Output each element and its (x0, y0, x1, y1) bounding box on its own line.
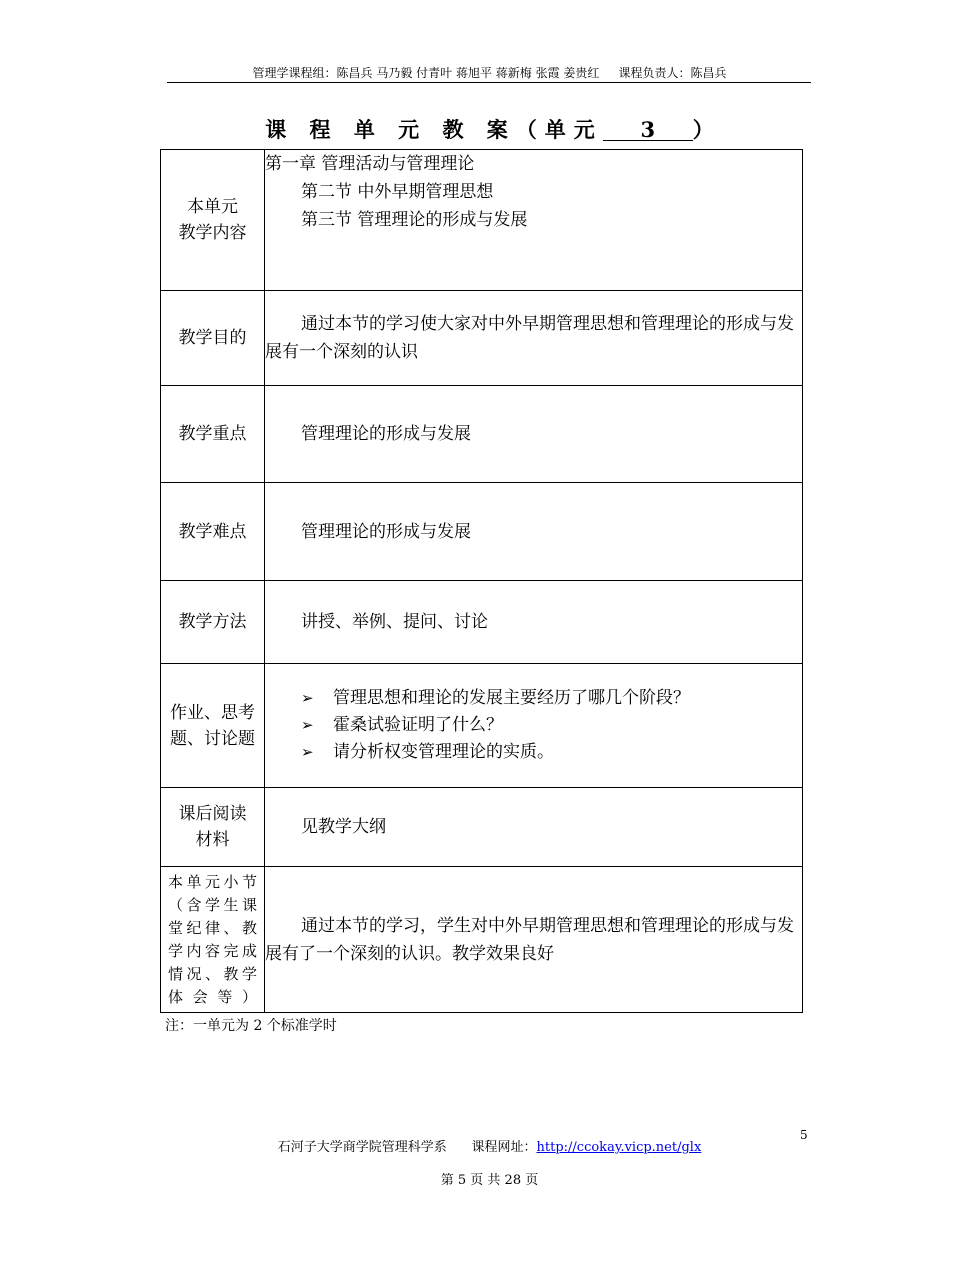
methods-text: 讲授、举例、提问、讨论 (301, 612, 488, 632)
label-line: 材料 (195, 830, 230, 850)
unit-number: 3 (603, 120, 693, 141)
cell-summary (265, 867, 803, 1013)
page-count: 第 5 页 共 28 页 (440, 1173, 539, 1188)
arrow-bullet-icon: ➢ (301, 743, 314, 761)
label-line: 课后阅读 (178, 804, 247, 824)
page-header (0, 64, 979, 81)
section-three: 第三节 管理理论的形成与发展 (301, 210, 528, 230)
label-line: 题、讨论题 (170, 728, 255, 749)
label-summary: 本单元小节（含学生课堂纪律、教学内容完成情况、教学体会等） (161, 867, 265, 1013)
footnote: 注：一单元为 2 个标准学时 (165, 1018, 337, 1034)
label-reading (161, 788, 265, 867)
cell-methods (265, 581, 803, 664)
objective-text: 通过本节的学习使大家对中外早期管理思想和管理理论的形成与发展有一个深刻的认识 (265, 314, 794, 362)
row-teaching-content (161, 150, 803, 291)
row-reading (161, 788, 803, 867)
list-item (301, 739, 802, 766)
lesson-plan-table (160, 149, 803, 1013)
corner-page-number: 5 (800, 1128, 808, 1142)
document-title (0, 114, 979, 144)
cell-objective (265, 291, 803, 386)
course-site-link[interactable]: http://ccokay.vicp.net/glx (536, 1140, 702, 1155)
key-points-text: 管理理论的形成与发展 (301, 424, 471, 444)
course-leader-text: 课程负责人：陈昌兵 (618, 66, 727, 80)
list-item (301, 685, 802, 712)
label-methods: 教学方法 (161, 581, 265, 664)
cell-difficulties (265, 483, 803, 581)
reading-text: 见教学大纲 (301, 817, 386, 837)
row-summary (161, 867, 803, 1013)
label-teaching-content (161, 150, 265, 291)
cell-key-points (265, 386, 803, 483)
label-line: 本单元 (187, 197, 238, 217)
difficulties-text: 管理理论的形成与发展 (301, 521, 471, 542)
chapter-title: 第一章 管理活动与管理理论 (265, 154, 475, 174)
site-label: 课程网址： (471, 1140, 537, 1155)
arrow-bullet-icon: ➢ (301, 716, 314, 734)
label-key-points: 教学重点 (161, 386, 265, 483)
label-objective: 教学目的 (161, 291, 265, 386)
question-text: 管理思想和理论的发展主要经历了哪几个阶段？ (333, 688, 690, 708)
row-key-points (161, 386, 803, 483)
question-list (265, 685, 802, 766)
cell-teaching-content (265, 150, 803, 291)
row-objective (161, 291, 803, 386)
label-homework (161, 664, 265, 788)
cell-reading (265, 788, 803, 867)
question-text: 请分析权变管理理论的实质。 (333, 742, 554, 762)
cell-homework (265, 664, 803, 788)
course-group-text: 管理学课程组：陈昌兵 马乃毅 付青叶 蒋旭平 蒋新梅 张霞 姜贵红 (252, 66, 600, 80)
label-difficulties: 教学难点 (161, 483, 265, 581)
header-rule (167, 82, 811, 83)
row-homework (161, 664, 803, 788)
label-line: 作业、思考 (170, 702, 255, 723)
list-item (301, 712, 802, 739)
department-text: 石河子大学商学院管理科学系 (277, 1140, 447, 1155)
arrow-bullet-icon: ➢ (301, 689, 314, 707)
title-close: ） (692, 117, 714, 142)
row-difficulties (161, 483, 803, 581)
label-line: 教学内容 (178, 223, 247, 243)
row-methods (161, 581, 803, 664)
page-footer (0, 1136, 979, 1155)
summary-text: 通过本节的学习，学生对中外早期管理思想和管理理论的形成与发展有了一个深刻的认识。教学效果良好 (265, 915, 794, 964)
title-main: 课 程 单 元 教 案（单元 (265, 117, 603, 142)
question-text: 霍桑试验证明了什么？ (333, 715, 503, 735)
section-two: 第二节 中外早期管理思想 (301, 182, 494, 202)
